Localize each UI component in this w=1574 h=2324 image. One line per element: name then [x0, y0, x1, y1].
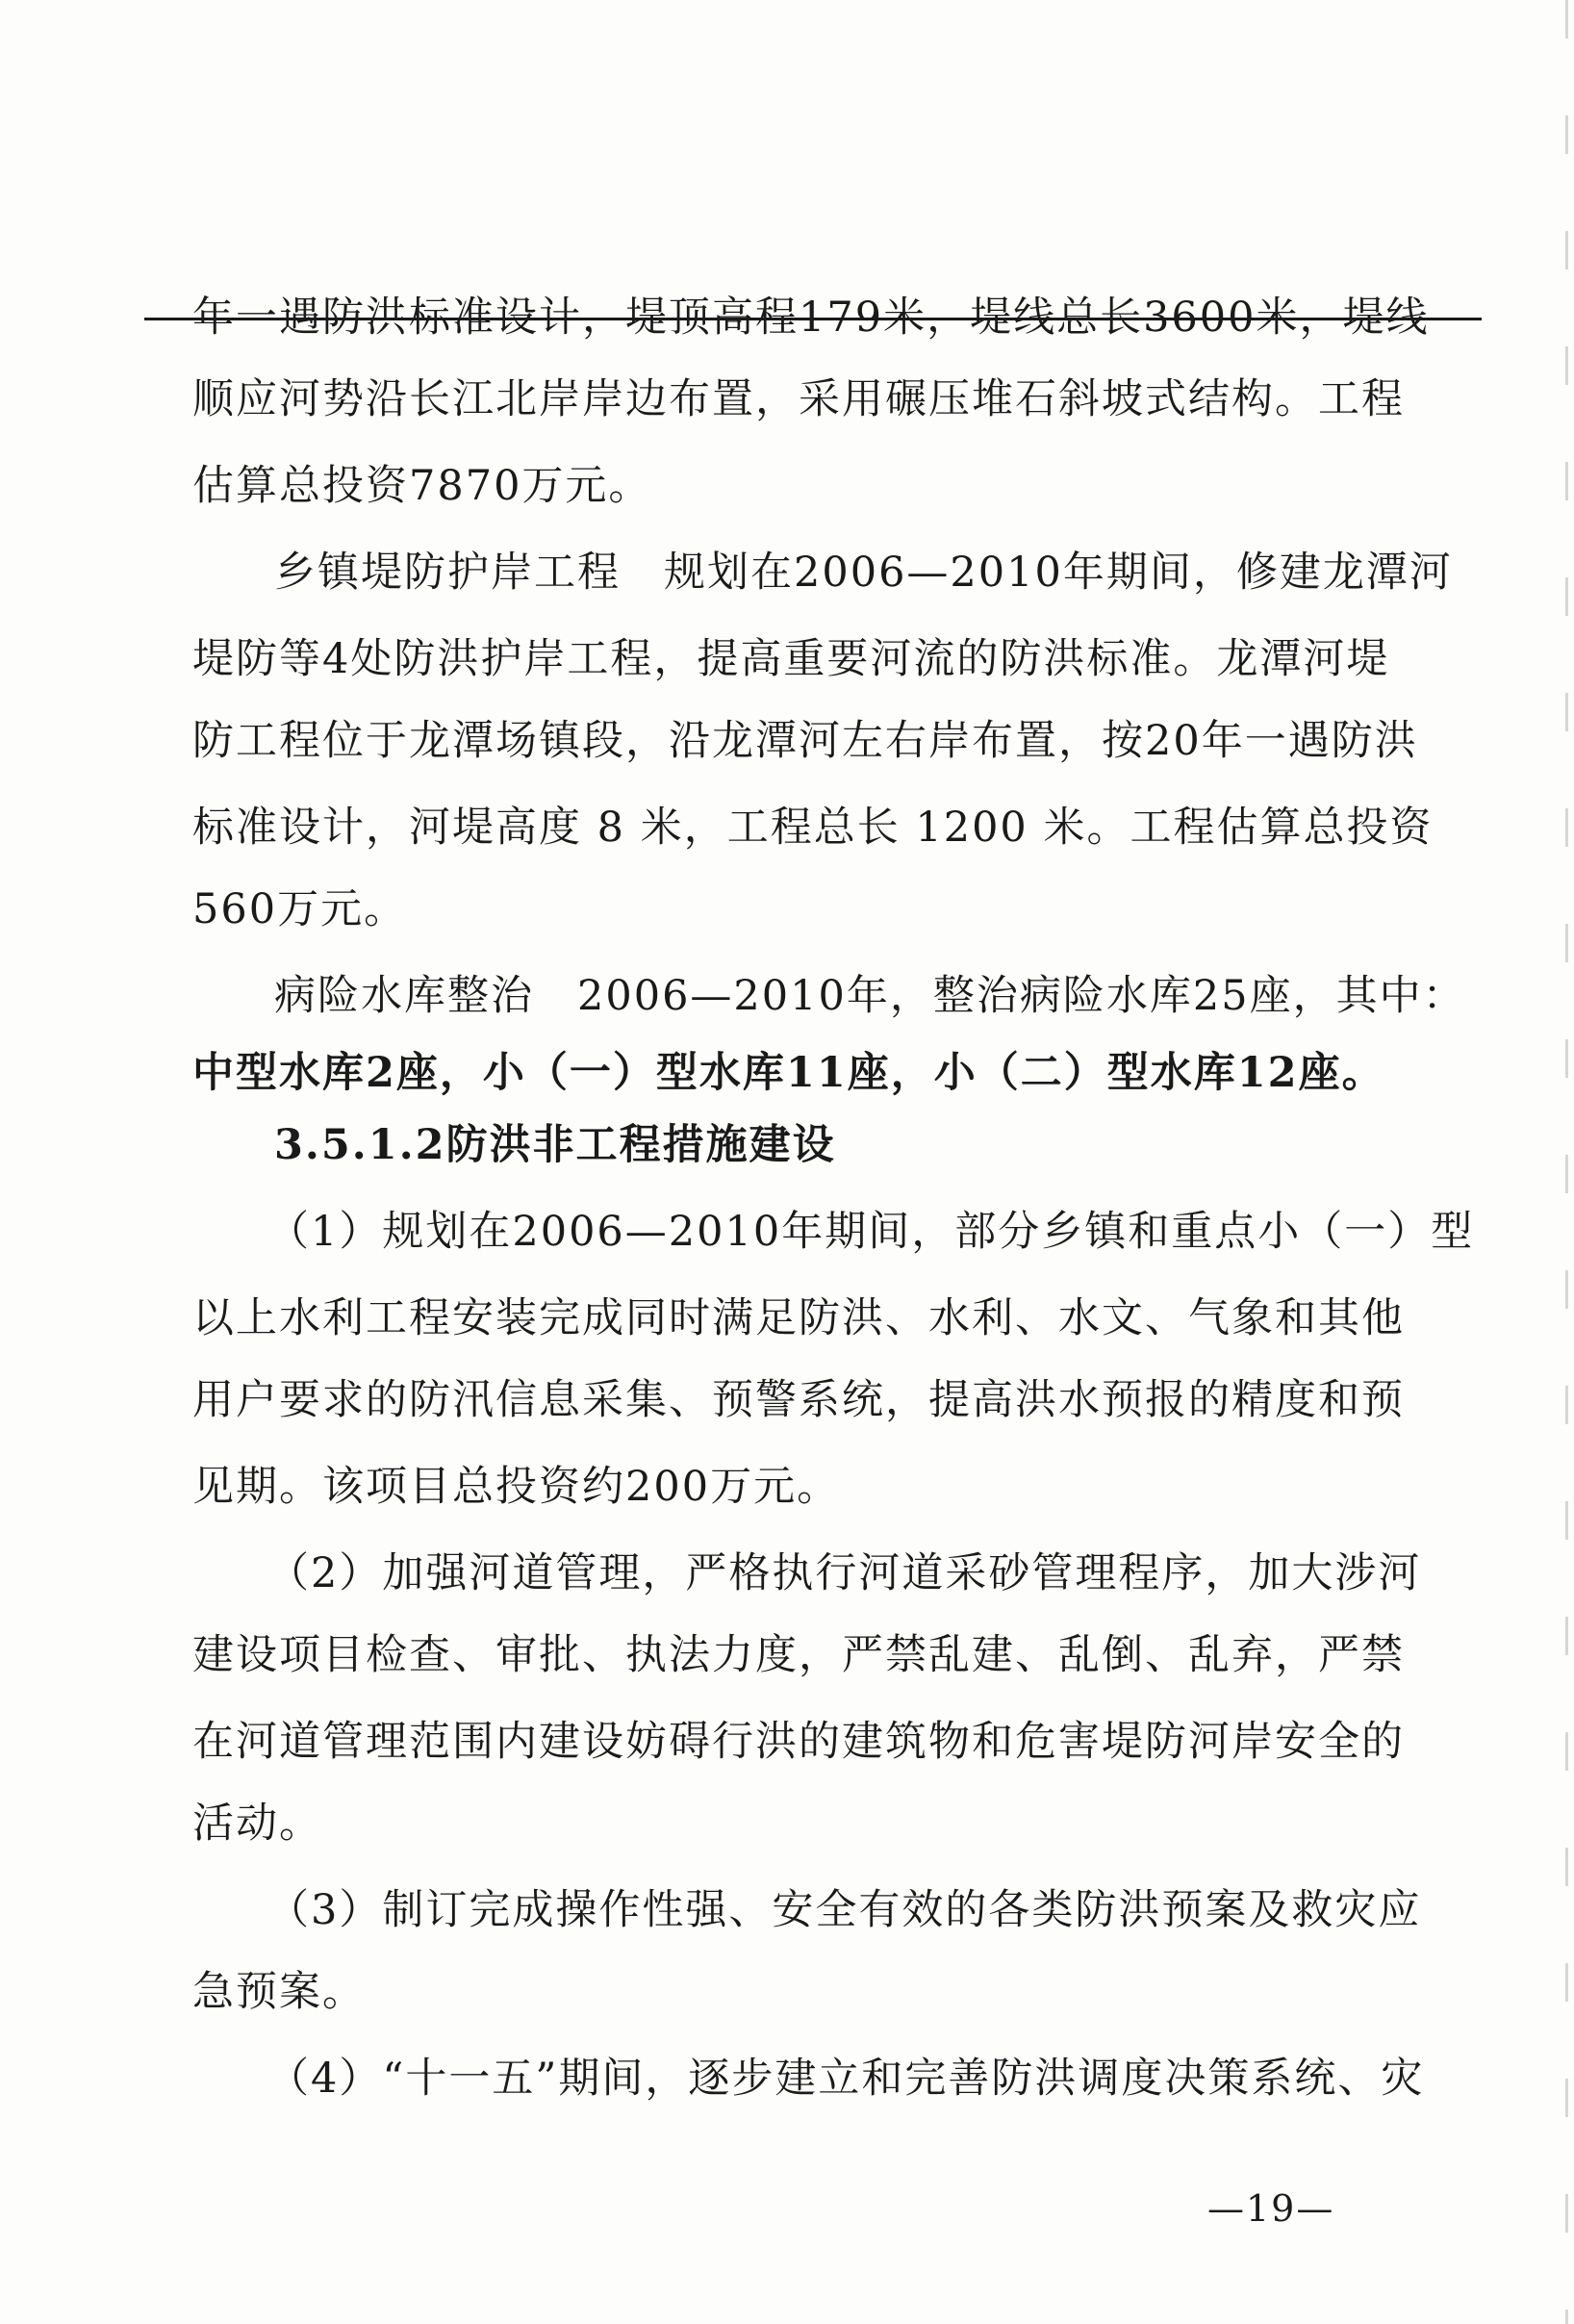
text-line-12: （1）规划在2006—2010年期间，部分乡镇和重点小（一）型 [267, 1208, 1475, 1256]
text-line-9: 病险水库整治 2006—2010年，整治病险水库25座，其中： [274, 972, 1466, 1020]
text-line-17: 建设项目检查、审批、执法力度，严禁乱建、乱倒、乱弃，严禁 [192, 1631, 1405, 1679]
text-line-20: （3）制订完成操作性强、安全有效的各类防洪预案及救灾应 [267, 1886, 1422, 1934]
text-line-14: 用户要求的防汛信息采集、预警系统，提高洪水预报的精度和预 [192, 1376, 1405, 1424]
text-line-2: 顺应河势沿长江北岸岸边布置，采用碾压堆石斜坡式结构。工程 [192, 375, 1405, 423]
text-line-4: 乡镇堤防护岸工程 规划在2006—2010年期间，修建龙潭河 [274, 549, 1453, 597]
text-line-21: 急预案。 [192, 1968, 366, 2016]
text-line-8: 560万元。 [192, 885, 408, 933]
text-line-1: 年一遇防洪标准设计，堤顶高程179米，堤线总长3600米，堤线 [192, 294, 1430, 342]
page-number: —19— [1207, 2187, 1335, 2230]
text-line-15: 见期。该项目总投资约200万元。 [192, 1463, 841, 1511]
scan-edge-shadow [1565, 0, 1568, 2324]
text-line-19: 活动。 [192, 1800, 322, 1848]
text-line-13: 以上水利工程安装完成同时满足防洪、水利、水文、气象和其他 [192, 1294, 1405, 1342]
text-line-10: 中型水库2座，小（一）型水库11座，小（二）型水库12座。 [192, 1049, 1385, 1097]
text-line-3: 估算总投资7870万元。 [192, 462, 652, 510]
text-line-18: 在河道管理范围内建设妨碍行洪的建筑物和危害堤防河岸安全的 [192, 1718, 1405, 1766]
text-line-6: 防工程位于龙潭场镇段，沿龙潭河左右岸布置，按20年一遇防洪 [192, 717, 1418, 765]
section-heading: 3.5.1.2防洪非工程措施建设 [274, 1121, 836, 1169]
text-line-22: （4）“十一五”期间，逐步建立和完善防洪调度决策系统、灾 [267, 2055, 1425, 2103]
text-line-5: 堤防等4处防洪护岸工程，提高重要河流的防洪标准。龙潭河堤 [192, 635, 1390, 683]
text-line-16: （2）加强河道管理，严格执行河道采砂管理程序，加大涉河 [267, 1549, 1422, 1597]
text-line-7: 标准设计，河堤高度 8 米，工程总长 1200 米。工程估算总投资 [192, 804, 1434, 852]
